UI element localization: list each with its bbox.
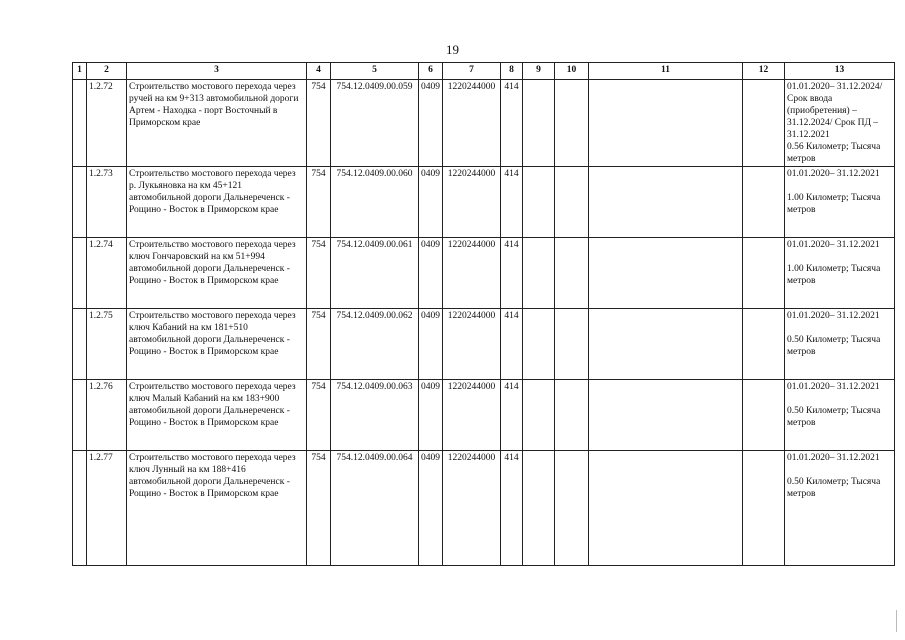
cell-object-code: 754.12.0409.00.062 [331, 309, 419, 380]
cell-empty [589, 309, 743, 380]
cell-empty [743, 80, 785, 167]
table-row [73, 238, 895, 309]
period-dates: 01.01.2020– 31.12.2021 [787, 240, 880, 250]
table-row [73, 167, 895, 238]
capacity-measure: 1.00 Километр; Тысяча метров [787, 264, 881, 286]
col-header-1: 1 [73, 63, 87, 80]
col-header-5: 5 [331, 63, 419, 80]
col-header-10: 10 [555, 63, 589, 80]
cell-item-number: 1.2.75 [87, 309, 127, 380]
cell-empty [589, 380, 743, 451]
cell-empty [589, 238, 743, 309]
cell-item-number: 1.2.73 [87, 167, 127, 238]
cell-empty [555, 238, 589, 309]
cell-item-number: 1.2.72 [87, 80, 127, 167]
col-header-7: 7 [443, 63, 501, 80]
col-header-6: 6 [419, 63, 443, 80]
cell-empty [743, 238, 785, 309]
cell-project-name: Строительство мостового перехода через ручей на км 9+313 автомобильной дороги Артем - Находка - порт Восточный в Приморском крае [127, 80, 307, 167]
cell-period [785, 309, 895, 380]
cell-empty [523, 380, 555, 451]
cell-object-code: 754.12.0409.00.064 [331, 451, 419, 566]
cell-empty [73, 238, 87, 309]
cell-section-code: 0409 [419, 167, 443, 238]
cell-empty [73, 451, 87, 566]
cell-object-code: 754.12.0409.00.060 [331, 167, 419, 238]
cell-empty [555, 451, 589, 566]
col-header-9: 9 [523, 63, 555, 80]
page-number: 19 [446, 42, 459, 57]
col-header-11: 11 [589, 63, 743, 80]
cell-empty [743, 380, 785, 451]
cell-item-number: 1.2.77 [87, 451, 127, 566]
cell-empty [743, 451, 785, 566]
cell-project-name: Строительство мостового перехода через ключ Малый Кабаний на км 183+900 автомобильной дороги Дальнереченск - Рощино - Восток в Приморском крае [127, 380, 307, 451]
cell-empty [589, 80, 743, 167]
cell-empty [555, 380, 589, 451]
cell-period [785, 80, 895, 167]
cell-item-number: 1.2.76 [87, 380, 127, 451]
cell-empty [589, 451, 743, 566]
table-row [73, 451, 895, 566]
cell-empty [589, 167, 743, 238]
cell-section-code: 0409 [419, 309, 443, 380]
cell-object-code: 754.12.0409.00.059 [331, 80, 419, 167]
cell-period [785, 380, 895, 451]
cell-empty [555, 80, 589, 167]
cell-section-code: 0409 [419, 380, 443, 451]
cell-expense-type: 414 [501, 309, 523, 380]
capacity-measure: 0.50 Километр; Тысяча метров [787, 406, 881, 428]
cell-empty [523, 80, 555, 167]
cell-section-code: 0409 [419, 451, 443, 566]
cell-code: 754 [307, 167, 331, 238]
period-dates: 01.01.2020– 31.12.2021 [787, 169, 880, 179]
header-row [73, 63, 895, 80]
cell-empty [73, 167, 87, 238]
cell-empty [73, 80, 87, 167]
capacity-measure: 1.00 Километр; Тысяча метров [787, 193, 881, 215]
cell-target-code: 1220244000 [443, 238, 501, 309]
cell-expense-type: 414 [501, 380, 523, 451]
cell-target-code: 1220244000 [443, 167, 501, 238]
table-row [73, 80, 895, 167]
period-dates: 01.01.2020– 31.12.2021 [787, 382, 880, 392]
cell-empty [523, 451, 555, 566]
period-dates: 01.01.2020– 31.12.2021 [787, 453, 880, 463]
cell-empty [73, 380, 87, 451]
cell-project-name: Строительство мостового перехода через ключ Кабаний на км 181+510 автомобильной дороги Дальнереченск - Рощино - Восток в Приморском крае [127, 309, 307, 380]
col-header-2: 2 [87, 63, 127, 80]
cell-empty [743, 309, 785, 380]
cell-target-code: 1220244000 [443, 309, 501, 380]
cell-code: 754 [307, 238, 331, 309]
capacity-measure: 0.50 Километр; Тысяча метров [787, 477, 881, 499]
cell-project-name: Строительство мостового перехода через ключ Лунный на км 188+416 автомобильной дороги Дальнереченск - Рощино - Восток в Приморском крае [127, 451, 307, 566]
cell-period [785, 451, 895, 566]
scan-edge-mark [896, 610, 897, 632]
cell-expense-type: 414 [501, 451, 523, 566]
cell-empty [743, 167, 785, 238]
cell-code: 754 [307, 451, 331, 566]
table-row [73, 380, 895, 451]
cell-code: 754 [307, 380, 331, 451]
period-dates: 01.01.2020– 31.12.2024/ Срок ввода (приобретения) – 31.12.2024/ Срок ПД – 31.12.2021 [787, 82, 883, 140]
cell-project-name: Строительство мостового перехода через ключ Гончаровский на км 51+994 автомобильной дороги Дальнереченск - Рощино - Восток в Приморском крае [127, 238, 307, 309]
cell-expense-type: 414 [501, 167, 523, 238]
col-header-8: 8 [501, 63, 523, 80]
cell-empty [73, 309, 87, 380]
cell-section-code: 0409 [419, 238, 443, 309]
capacity-measure: 0.56 Километр; Тысяча метров [787, 142, 881, 164]
cell-section-code: 0409 [419, 80, 443, 167]
col-header-3: 3 [127, 63, 307, 80]
table-row [73, 309, 895, 380]
cell-object-code: 754.12.0409.00.061 [331, 238, 419, 309]
cell-expense-type: 414 [501, 238, 523, 309]
capacity-measure: 0.50 Километр; Тысяча метров [787, 335, 881, 357]
cell-empty [523, 167, 555, 238]
cell-empty [523, 238, 555, 309]
cell-target-code: 1220244000 [443, 451, 501, 566]
col-header-13: 13 [785, 63, 895, 80]
cell-target-code: 1220244000 [443, 380, 501, 451]
cell-item-number: 1.2.74 [87, 238, 127, 309]
cell-code: 754 [307, 309, 331, 380]
cell-period [785, 167, 895, 238]
cell-object-code: 754.12.0409.00.063 [331, 380, 419, 451]
cell-empty [555, 309, 589, 380]
cell-expense-type: 414 [501, 80, 523, 167]
cell-empty [523, 309, 555, 380]
col-header-12: 12 [743, 63, 785, 80]
cell-code: 754 [307, 80, 331, 167]
col-header-4: 4 [307, 63, 331, 80]
cell-target-code: 1220244000 [443, 80, 501, 167]
cell-period [785, 238, 895, 309]
cell-project-name: Строительство мостового перехода через р. Лукьяновка на км 45+121 автомобильной дороги Дальнереченск - Рощино - Восток в Приморском крае [127, 167, 307, 238]
program-table [72, 62, 895, 566]
cell-empty [555, 167, 589, 238]
period-dates: 01.01.2020– 31.12.2021 [787, 311, 880, 321]
